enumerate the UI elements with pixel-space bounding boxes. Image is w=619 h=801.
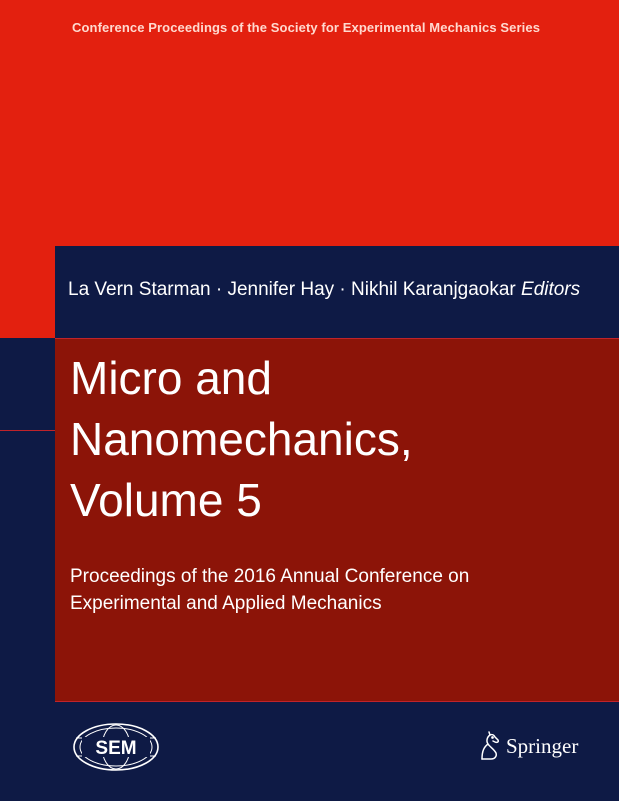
sem-logo-text: SEM [95,738,137,759]
book-title [70,348,600,531]
series-title: Conference Proceedings of the Society for Experimental Mechanics Series [72,20,541,35]
left-red-strip [0,246,55,338]
book-title-line-3: Volume 5 [70,474,262,526]
left-navy-strip [0,338,55,801]
editors-role: Editors [521,279,581,300]
book-title-line-1: Micro and [70,352,272,404]
book-subtitle [70,563,600,617]
book-title-line-2: Nanomechanics, [70,413,413,465]
springer-horse-icon [476,731,502,761]
sem-logo [72,722,160,772]
editors-line [68,279,580,301]
left-divider-line [0,430,55,431]
subtitle-line-2: Experimental and Applied Mechanics [70,593,382,614]
top-red-band [0,0,619,246]
publisher-logo [476,730,578,762]
editor-names: La Vern Starman · Jennifer Hay · Nikhil Karanjgaokar [68,279,516,300]
publisher-name: Springer [506,733,579,758]
subtitle-line-1: Proceedings of the 2016 Annual Conference on [70,566,470,587]
